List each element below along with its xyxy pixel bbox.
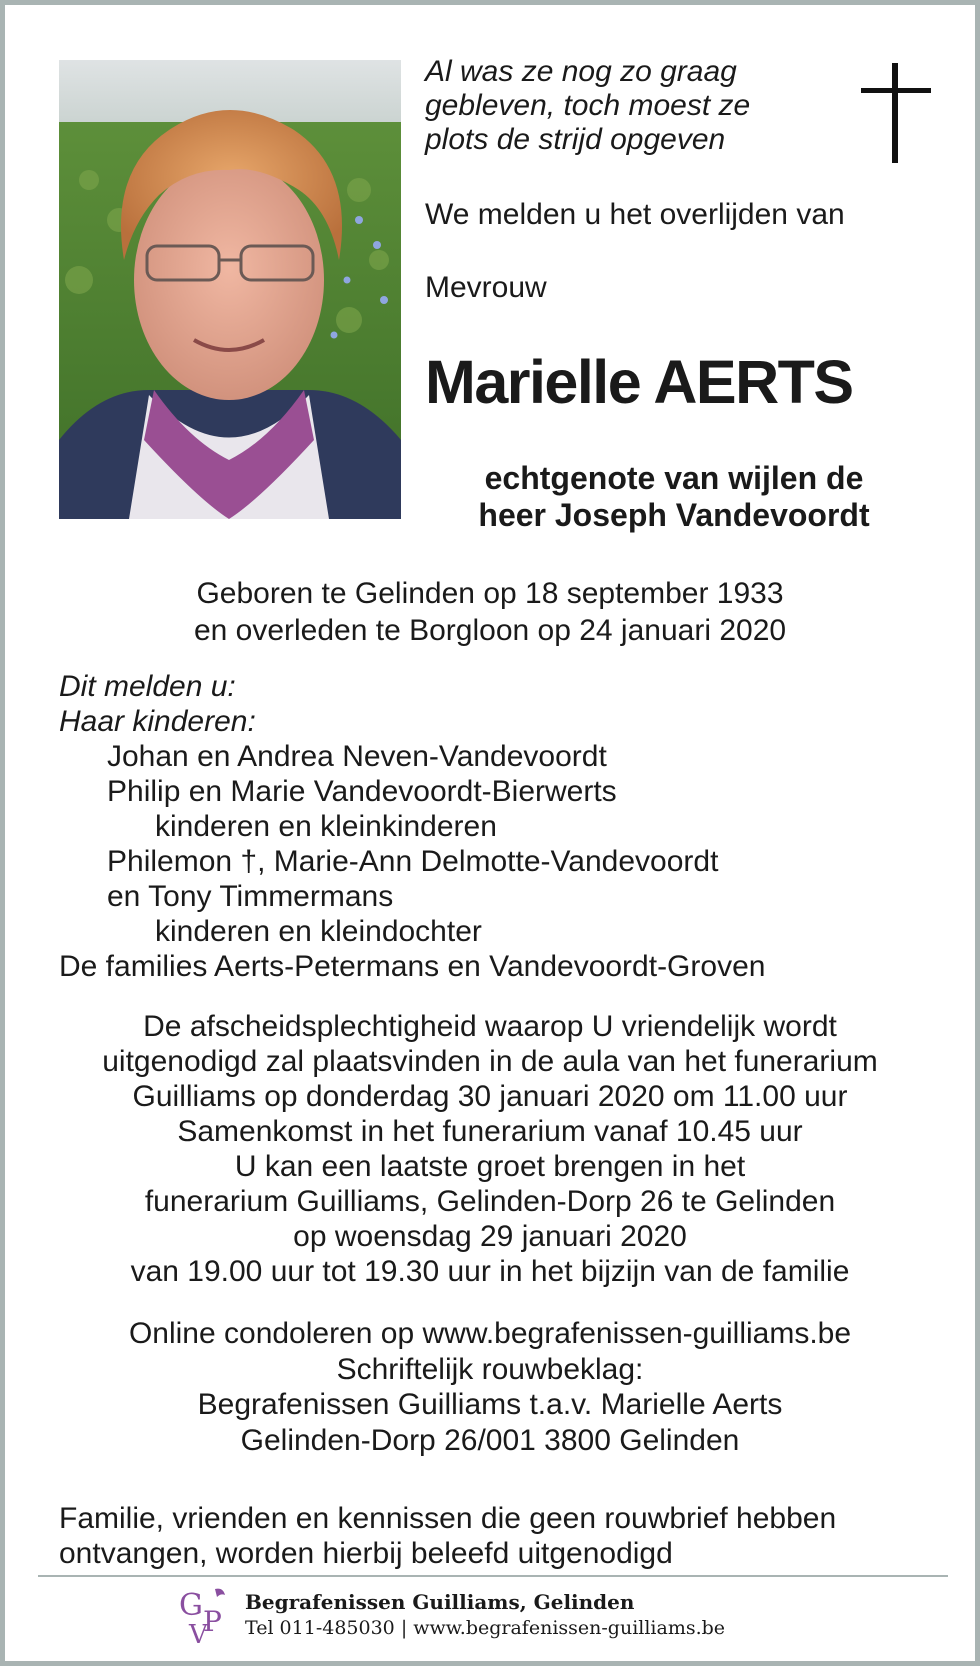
ceremony-line: Guilliams op donderdag 30 januari 2020 om 11.00 uur <box>132 1080 848 1113</box>
condolence-online-line: Online condoleren op www.begrafenissen-guilliams.be <box>128 1317 852 1350</box>
svg-text:G: G <box>179 1588 203 1623</box>
funeral-home-name: Begrafenissen Guilliams, Gelinden <box>245 1590 635 1614</box>
honorific: Mevrouw <box>425 271 547 304</box>
invitation-line: ontvangen, worden hierbij beleefd uitgenodigd <box>59 1537 673 1570</box>
death-announcement: We melden u het overlijden van <box>425 198 845 231</box>
ceremony-line: uitgenodigd zal plaatsvinden in de aula van het funerarium <box>102 1045 878 1078</box>
ceremony-info <box>5 1009 975 1289</box>
footer-divider <box>38 1575 948 1577</box>
svg-text:P: P <box>203 1605 222 1638</box>
deceased-name: Marielle AERTS <box>425 348 853 416</box>
birth-line: Geboren te Gelinden op 18 september 1933 <box>196 577 784 610</box>
spouse-line: echtgenote van wijlen de <box>484 460 864 496</box>
family-line: Johan en Andrea Neven-Vandevoordt <box>107 740 607 773</box>
condolence-line: Begrafenissen Guilliams t.a.v. Marielle Aerts <box>197 1388 783 1421</box>
poem-line: gebleven, toch moest ze <box>425 89 751 122</box>
guilliams-logo-icon <box>177 1585 231 1647</box>
poem-line: plots de strijd opgeven <box>425 123 726 156</box>
family-line: en Tony Timmermans <box>107 880 394 913</box>
svg-text:V: V <box>189 1620 208 1647</box>
death-line: en overleden te Borgloon op 24 januari 2020 <box>193 614 787 647</box>
family-line: kinderen en kleindochter <box>155 915 482 948</box>
ceremony-line: funerarium Guilliams, Gelinden-Dorp 26 te Gelinden <box>144 1185 836 1218</box>
children-heading: Haar kinderen: <box>59 705 256 738</box>
spouse-info <box>425 460 923 534</box>
invitation-line: Familie, vrienden en kennissen die geen rouwbrief hebben <box>59 1502 837 1535</box>
ceremony-line: De afscheidsplechtigheid waarop U vriendelijk wordt <box>143 1010 837 1043</box>
ceremony-line: van 19.00 uur tot 19.30 uur in het bijzijn van de familie <box>130 1255 850 1288</box>
spouse-line: heer Joseph Vandevoordt <box>478 497 870 533</box>
family-intro: Dit melden u: <box>59 670 236 703</box>
condolence-line: Schriftelijk rouwbeklag: <box>336 1352 644 1386</box>
family-list <box>59 669 765 984</box>
family-line: kinderen en kleinkinderen <box>155 810 497 843</box>
poem-line: Al was ze nog zo graag <box>425 55 737 88</box>
birth-death-dates <box>5 575 975 649</box>
invitation-note <box>59 1501 836 1571</box>
condolence-line: Gelinden-Dorp 26/001 3800 Gelinden <box>240 1423 740 1457</box>
ceremony-line: Samenkomst in het funerarium vanaf 10.45 uur <box>177 1115 803 1148</box>
family-line: Philemon †, Marie-Ann Delmotte-Vandevoordt <box>107 845 719 878</box>
family-line: Philip en Marie Vandevoordt-Bierwerts <box>107 775 617 808</box>
latin-cross-icon <box>861 63 931 163</box>
poem-verse <box>425 55 805 157</box>
condolence-info <box>5 1316 975 1458</box>
ceremony-line: op woensdag 29 januari 2020 <box>293 1220 687 1253</box>
families-line: De families Aerts-Petermans en Vandevoordt-Groven <box>59 950 766 983</box>
ceremony-line: U kan een laatste groet brengen in het <box>234 1150 746 1183</box>
portrait-photo <box>59 60 401 519</box>
funeral-home-contact[interactable]: Tel 011-485030 | www.begrafenissen-guilliams.be <box>245 1617 726 1639</box>
